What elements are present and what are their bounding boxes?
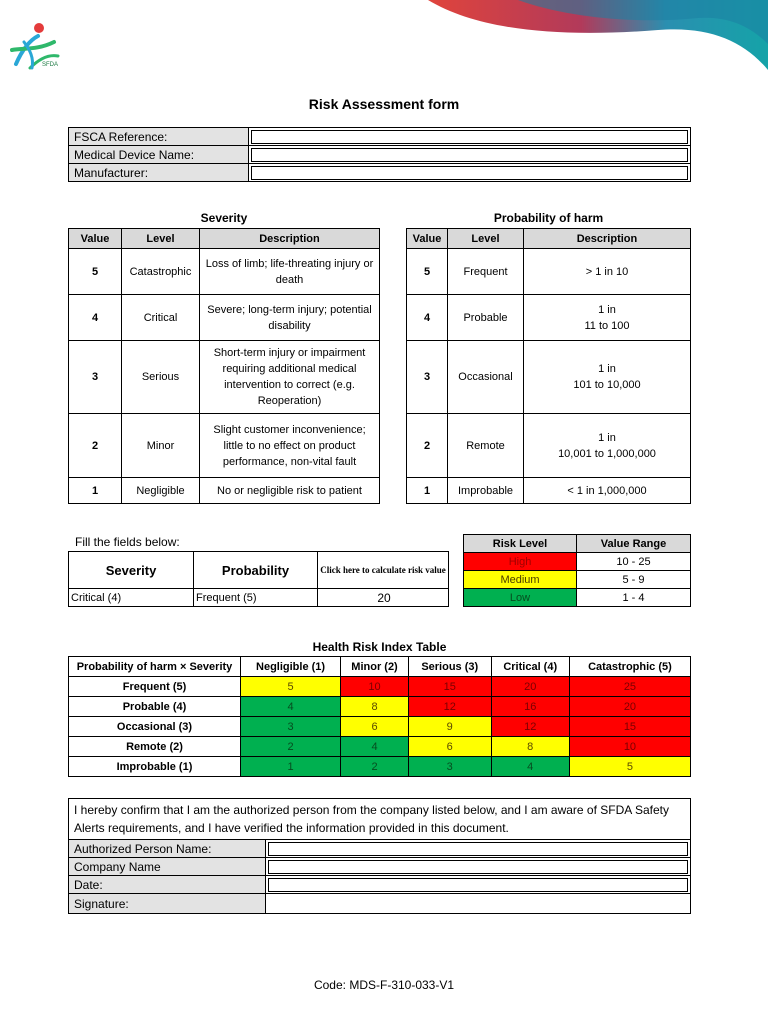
medical-device-name-label: Medical Device Name: — [69, 146, 249, 164]
severity-value: 2 — [69, 414, 122, 478]
severity-row — [69, 341, 380, 414]
signature-field[interactable] — [266, 894, 691, 914]
severity-level: Negligible — [122, 478, 200, 504]
hri-row — [69, 697, 691, 717]
signature-label: Signature: — [69, 894, 266, 914]
info-row-device — [69, 146, 691, 164]
probability-col-value: Value — [407, 229, 448, 249]
hri-row-label: Probable (4) — [69, 697, 241, 717]
hri-col-header: Serious (3) — [408, 657, 491, 677]
company-name-label: Company Name — [69, 858, 266, 876]
severity-row — [69, 414, 380, 478]
hri-row-label: Frequent (5) — [69, 677, 241, 697]
severity-value: 5 — [69, 249, 122, 295]
authorized-person-label: Authorized Person Name: — [69, 840, 266, 858]
probability-value: 3 — [407, 341, 448, 414]
probability-description: 1 in 101 to 10,000 — [524, 341, 691, 414]
severity-row — [69, 295, 380, 341]
hri-cell: 5 — [241, 677, 341, 697]
severity-description: Severe; long-term injury; potential disability — [200, 295, 380, 341]
calc-probability-header: Probability — [194, 552, 318, 589]
probability-description: 1 in 10,001 to 1,000,000 — [524, 414, 691, 478]
probability-col-description: Description — [524, 229, 691, 249]
hri-cell: 20 — [491, 677, 569, 697]
calc-severity-header: Severity — [69, 552, 194, 589]
severity-select[interactable]: Critical (4) — [69, 589, 194, 607]
probability-row — [407, 249, 691, 295]
severity-description: Slight customer inconvenience; little to no effect on product performance, non-vital fault — [200, 414, 380, 478]
severity-row — [69, 478, 380, 504]
hri-cell: 15 — [569, 717, 690, 737]
hri-col-header: Critical (4) — [491, 657, 569, 677]
hri-col-header: Negligible (1) — [241, 657, 341, 677]
medical-device-name-input[interactable] — [251, 148, 688, 162]
hri-col-header: Minor (2) — [341, 657, 409, 677]
hri-cell: 12 — [408, 697, 491, 717]
health-risk-index-heading: Health Risk Index Table — [312, 640, 447, 654]
hri-cell: 15 — [408, 677, 491, 697]
hri-cell: 9 — [408, 717, 491, 737]
severity-level: Critical — [122, 295, 200, 341]
hri-cell: 4 — [491, 757, 569, 777]
probability-row — [407, 414, 691, 478]
hri-cell: 8 — [341, 697, 409, 717]
manufacturer-label: Manufacturer: — [69, 164, 249, 182]
manufacturer-input[interactable] — [251, 166, 688, 180]
hri-cell: 2 — [241, 737, 341, 757]
hri-cell: 8 — [491, 737, 569, 757]
probability-value: 4 — [407, 295, 448, 341]
hri-cell: 5 — [569, 757, 690, 777]
hri-row — [69, 757, 691, 777]
severity-description: Loss of limb; life-threating injury or death — [200, 249, 380, 295]
hri-cell: 10 — [341, 677, 409, 697]
fsca-reference-input[interactable] — [251, 130, 688, 144]
health-risk-index-table — [68, 656, 691, 777]
hri-cell: 20 — [569, 697, 690, 717]
hri-row-label: Occasional (3) — [69, 717, 241, 737]
risk-level-table — [463, 534, 691, 607]
page-title: Risk Assessment form — [308, 96, 460, 112]
probability-level: Frequent — [448, 249, 524, 295]
fsca-reference-label: FSCA Reference: — [69, 128, 249, 146]
risk-level-col: Risk Level — [464, 535, 577, 553]
hri-cell: 4 — [341, 737, 409, 757]
hri-cell: 25 — [569, 677, 690, 697]
hri-cell: 16 — [491, 697, 569, 717]
header-banner-graphic — [398, 0, 768, 80]
form-code: Code: MDS-F-310-033-V1 — [313, 978, 455, 992]
hri-cell: 2 — [341, 757, 409, 777]
confirmation-statement: I hereby confirm that I am the authorized person from the company listed below, and I am aware of SFDA Safety Alerts requirements, and I have verified the information provided in this document. — [69, 799, 691, 840]
fill-fields-instruction: Fill the fields below: — [75, 535, 180, 549]
hri-cell: 3 — [408, 757, 491, 777]
probability-value: 2 — [407, 414, 448, 478]
company-name-input[interactable] — [268, 860, 688, 874]
probability-row — [407, 341, 691, 414]
probability-description: 1 in 11 to 100 — [524, 295, 691, 341]
risk-level-medium: Medium — [464, 571, 577, 589]
info-row-fsca — [69, 128, 691, 146]
probability-select[interactable]: Frequent (5) — [194, 589, 318, 607]
probability-level: Improbable — [448, 478, 524, 504]
hri-corner-header: Probability of harm × Severity — [69, 657, 241, 677]
risk-calculator-table — [68, 551, 449, 607]
risk-level-high: High — [464, 553, 577, 571]
info-row-manufacturer — [69, 164, 691, 182]
confirmation-table — [68, 798, 691, 914]
authorized-person-input[interactable] — [268, 842, 688, 856]
hri-row-label: Improbable (1) — [69, 757, 241, 777]
svg-text:SFDA: SFDA — [42, 62, 59, 68]
hri-cell: 1 — [241, 757, 341, 777]
severity-col-value: Value — [69, 229, 122, 249]
risk-level-low: Low — [464, 589, 577, 607]
severity-value: 4 — [69, 295, 122, 341]
severity-level: Serious — [122, 341, 200, 414]
severity-col-level: Level — [122, 229, 200, 249]
hri-cell: 12 — [491, 717, 569, 737]
hri-row-label: Remote (2) — [69, 737, 241, 757]
risk-range-high: 10 - 25 — [577, 553, 691, 571]
severity-row — [69, 249, 380, 295]
calculate-risk-button[interactable]: Click here to calculate risk value — [318, 552, 449, 589]
severity-level: Minor — [122, 414, 200, 478]
probability-row — [407, 295, 691, 341]
risk-range-medium: 5 - 9 — [577, 571, 691, 589]
severity-description: Short-term injury or impairment requiring additional medical intervention to correct (e.g. Reoperation) — [200, 341, 380, 414]
sfda-logo — [8, 20, 62, 72]
hri-row — [69, 677, 691, 697]
hri-row — [69, 717, 691, 737]
severity-value: 3 — [69, 341, 122, 414]
probability-value: 1 — [407, 478, 448, 504]
severity-description: No or negligible risk to patient — [200, 478, 380, 504]
device-info-table — [68, 127, 691, 182]
hri-cell: 10 — [569, 737, 690, 757]
value-range-col: Value Range — [577, 535, 691, 553]
probability-heading: Probability of harm — [493, 211, 604, 225]
severity-col-description: Description — [200, 229, 380, 249]
hri-cell: 6 — [408, 737, 491, 757]
probability-level: Probable — [448, 295, 524, 341]
hri-row — [69, 737, 691, 757]
severity-level: Catastrophic — [122, 249, 200, 295]
probability-description: > 1 in 10 — [524, 249, 691, 295]
date-label: Date: — [69, 876, 266, 894]
probability-table — [406, 228, 691, 504]
hri-cell: 4 — [241, 697, 341, 717]
hri-cell: 3 — [241, 717, 341, 737]
probability-level: Occasional — [448, 341, 524, 414]
hri-col-header: Catastrophic (5) — [569, 657, 690, 677]
severity-heading: Severity — [200, 211, 248, 225]
severity-table — [68, 228, 380, 504]
probability-description: < 1 in 1,000,000 — [524, 478, 691, 504]
risk-range-low: 1 - 4 — [577, 589, 691, 607]
risk-value-result: 20 — [318, 589, 449, 607]
probability-value: 5 — [407, 249, 448, 295]
probability-level: Remote — [448, 414, 524, 478]
probability-col-level: Level — [448, 229, 524, 249]
probability-row — [407, 478, 691, 504]
hri-cell: 6 — [341, 717, 409, 737]
severity-value: 1 — [69, 478, 122, 504]
date-input[interactable] — [268, 878, 688, 892]
